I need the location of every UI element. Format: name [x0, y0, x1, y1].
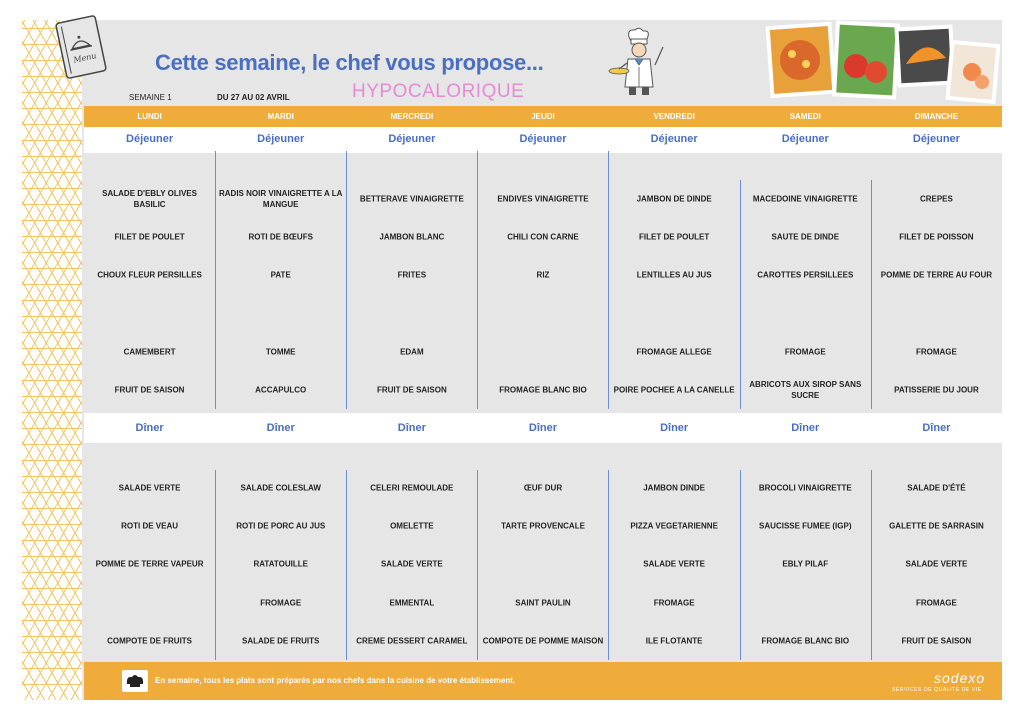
lunch-item: ACCAPULCO	[255, 385, 307, 395]
day-header: LUNDI	[137, 112, 162, 121]
lunch-item: TOMME	[265, 347, 296, 357]
column-divider	[477, 151, 478, 409]
dinner-item: ROTI DE PORC AU JUS	[236, 521, 326, 531]
dinner-item: JAMBON DINDE	[643, 483, 706, 493]
lunch-column-dimanche	[871, 151, 1002, 413]
lunch-item: FRUIT DE SAISON	[114, 385, 185, 395]
dinner-column-lundi	[84, 443, 215, 662]
chef-illustration-icon	[607, 27, 667, 99]
food-photos-icon	[760, 20, 1000, 104]
lunch-item: MACEDOINE VINAIGRETTE	[752, 194, 858, 204]
column-divider	[346, 151, 347, 409]
side-pattern	[22, 20, 82, 700]
dinner-item: ILE FLOTANTE	[645, 636, 703, 646]
dinner-item: FROMAGE BLANC BIO	[761, 636, 850, 646]
day-header: SAMEDI	[789, 112, 821, 121]
day-header: MARDI	[267, 112, 294, 121]
dinner-item: ROTI DE VEAU	[121, 521, 179, 531]
lunch-column-lundi	[84, 151, 215, 413]
lunch-column-mardi	[215, 151, 346, 413]
column-divider	[871, 180, 872, 409]
lunch-item: LENTILLES AU JUS	[636, 270, 712, 280]
lunch-item: FILET DE POULET	[639, 232, 710, 242]
dinner-item: TARTE PROVENCALE	[501, 521, 585, 531]
dinner-column-mardi	[215, 443, 346, 662]
dinner-grid	[84, 443, 1002, 662]
column-divider	[608, 470, 609, 660]
column-divider	[740, 180, 741, 409]
lunch-label: Déjeuner	[650, 133, 698, 145]
lunch-item: POMME DE TERRE AU FOUR	[880, 270, 993, 280]
lunch-item: JAMBON BLANC	[379, 232, 445, 242]
lunch-item: FROMAGE BLANC BIO	[499, 385, 587, 395]
lunch-item: ROTI DE BŒUFS	[248, 232, 313, 242]
dinner-column-jeudi	[477, 443, 608, 662]
dinner-column-vendredi	[609, 443, 740, 662]
week-label: SEMAINE 1	[129, 93, 172, 102]
dinner-label: Dîner	[528, 422, 558, 434]
dinner-label: Dîner	[660, 422, 689, 434]
lunch-item: ABRICOTS AUX SIROP SANS SUCRE	[749, 380, 862, 400]
dinner-label: Dîner	[266, 422, 295, 434]
day-header: JEUDI	[531, 112, 555, 121]
lunch-column-jeudi	[477, 151, 608, 413]
day-header: MERCREDI	[390, 112, 434, 121]
dinner-label: Dîner	[135, 422, 164, 434]
lunch-item: EDAM	[400, 347, 424, 357]
footer-text: En semaine, tous les plats sont préparés par nos chefs dans la cuisine de votre établissement.	[155, 676, 516, 685]
lunch-column-vendredi	[609, 151, 740, 413]
lunch-label: Déjeuner	[126, 133, 174, 145]
dinner-item: OMELETTE	[390, 521, 434, 531]
lunch-item: FROMAGE	[915, 347, 957, 357]
dinner-item: SALADE D'ÉTÉ	[907, 483, 966, 493]
lunch-item: JAMBON DE DINDE	[636, 194, 712, 204]
lunch-item: FROMAGE ALLEGE	[636, 347, 712, 357]
lunch-item: RIZ	[536, 270, 550, 280]
dinner-item: PIZZA VEGETARIENNE	[630, 521, 718, 531]
dinner-item: SALADE VERTE	[380, 559, 443, 569]
dinner-column-dimanche	[871, 443, 1002, 662]
sodexo-logo: sodexo	[934, 670, 986, 686]
column-divider	[871, 470, 872, 660]
lunch-item: FRITES	[397, 270, 427, 280]
dinner-item: SALADE VERTE	[118, 483, 181, 493]
lunch-column-samedi	[740, 151, 871, 413]
lunch-item: CREPES	[919, 194, 953, 204]
day-header: VENDREDI	[653, 112, 695, 121]
dinner-label: Dîner	[397, 422, 426, 434]
lunch-label: Déjeuner	[912, 133, 960, 145]
dinner-item: CREME DESSERT CARAMEL	[356, 636, 468, 646]
dinner-item: GALETTE DE SARRASIN	[889, 521, 984, 531]
lunch-item: RADIS NOIR VINAIGRETTE A LA MANGUE	[219, 189, 343, 209]
dinner-item: CELERI REMOULADE	[370, 483, 454, 493]
lunch-item: FROMAGE	[784, 347, 826, 357]
column-divider	[215, 151, 216, 409]
lunch-item: POIRE POCHEE A LA CANELLE	[613, 385, 735, 395]
lunch-item: PATISSERIE DU JOUR	[894, 385, 979, 395]
dinner-item: SALADE DE FRUITS	[242, 636, 320, 646]
date-range: DU 27 AU 02 AVRIL	[217, 93, 290, 102]
dinner-label-row	[84, 413, 1002, 443]
dinner-label: Dîner	[791, 422, 820, 434]
dinner-item: BROCOLI VINAIGRETTE	[758, 483, 852, 493]
dinner-item: COMPOTE DE FRUITS	[107, 636, 193, 646]
lunch-item: SALADE D'EBLY OLIVES BASILIC	[102, 189, 197, 209]
dinner-item: SALADE VERTE	[643, 559, 706, 569]
lunch-item: CHOUX FLEUR PERSILLES	[97, 270, 202, 280]
day-header-bar	[84, 106, 1002, 127]
dinner-column-samedi	[740, 443, 871, 662]
dinner-item: SALADE VERTE	[905, 559, 968, 569]
lunch-label-row	[84, 127, 1002, 151]
dinner-item: ŒUF DUR	[523, 483, 563, 493]
dinner-item: FROMAGE	[653, 598, 695, 608]
lunch-item: CHILI CON CARNE	[507, 232, 579, 242]
lunch-label: Déjeuner	[257, 133, 305, 145]
page-subtitle: HYPOCALORIQUE	[352, 81, 525, 102]
lunch-item: FILET DE POISSON	[899, 232, 974, 242]
dinner-item: COMPOTE DE POMME MAISON	[482, 636, 604, 646]
dinner-item: SALADE COLESLAW	[240, 483, 321, 493]
dinner-item: POMME DE TERRE VAPEUR	[95, 559, 204, 569]
dinner-item: SAUCISSE FUMEE (IGP)	[759, 521, 852, 531]
sodexo-logo-tagline: SERVICES DE QUALITE DE VIE	[892, 687, 982, 693]
lunch-column-mercredi	[346, 151, 477, 413]
column-divider	[215, 470, 216, 660]
column-divider	[608, 151, 609, 409]
lunch-label: Déjeuner	[519, 133, 567, 145]
dinner-item: EBLY PILAF	[782, 559, 829, 569]
dinner-item: EMMENTAL	[389, 598, 435, 608]
lunch-item: FILET DE POULET	[114, 232, 185, 242]
page-title: Cette semaine, le chef vous propose...	[155, 50, 544, 75]
lunch-item: FRUIT DE SAISON	[376, 385, 447, 395]
dinner-item: FRUIT DE SAISON	[901, 636, 972, 646]
dinner-item: FROMAGE	[260, 598, 302, 608]
footer-bar	[84, 662, 1002, 700]
dinner-item: SAINT PAULIN	[515, 598, 571, 608]
lunch-item: SAUTE DE DINDE	[771, 232, 840, 242]
lunch-item: CAROTTES PERSILLEES	[757, 270, 854, 280]
day-header: DIMANCHE	[914, 112, 958, 121]
dinner-column-mercredi	[346, 443, 477, 662]
dinner-item: FROMAGE	[915, 598, 957, 608]
lunch-item: ENDIVES VINAIGRETTE	[497, 194, 589, 204]
column-divider	[346, 470, 347, 660]
lunch-item: CAMEMBERT	[123, 347, 176, 357]
dinner-item: RATATOUILLE	[253, 559, 308, 569]
lunch-label: Déjeuner	[388, 133, 436, 145]
chef-hat-icon	[122, 670, 148, 692]
dinner-label: Dîner	[922, 422, 951, 434]
column-divider	[740, 470, 741, 660]
menu-book-label: Menu	[72, 51, 98, 65]
lunch-grid	[84, 151, 1002, 413]
lunch-item: PATE	[270, 270, 291, 280]
lunch-label: Déjeuner	[781, 133, 829, 145]
lunch-item: BETTERAVE VINAIGRETTE	[359, 194, 464, 204]
column-divider	[477, 470, 478, 660]
